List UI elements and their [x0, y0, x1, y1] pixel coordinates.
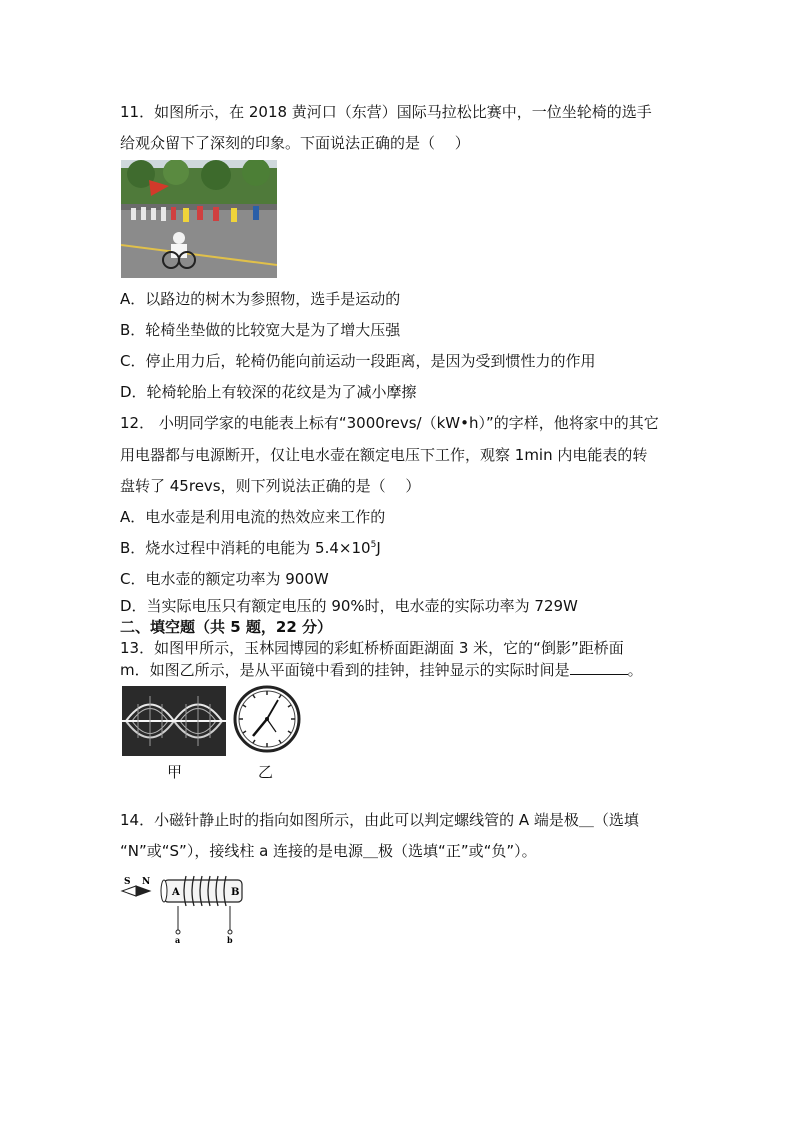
q14-line-1: 14．小磁针静止时的指向如图所示，由此可以判定螺线管的 A 端是极＿（选填: [120, 811, 639, 829]
q11-option-a: A．以路边的树木为参照物，选手是运动的: [120, 290, 401, 308]
q12-option-a: A．电水壶是利用电流的热效应来工作的: [120, 508, 386, 526]
q11-option-d: D．轮椅轮胎上有较深的花纹是为了减小摩擦: [120, 383, 417, 401]
needle-n-label: N: [142, 877, 151, 887]
q11-option-b: B．轮椅坐垫做的比较宽大是为了增大压强: [120, 321, 401, 339]
compass-needle-left: [122, 886, 136, 896]
q12-line-2: 用电器都与电源断开，仅让电水壶在额定电压下工作，观察 1min 内电能表的转: [120, 446, 648, 464]
q13-line-1: 13．如图甲所示，玉林园博园的彩虹桥桥面距湖面 3 米，它的“倒影”距桥面: [120, 639, 624, 657]
section-heading: 二、填空题（共 5 题，22 分）: [120, 618, 332, 636]
terminal-a: [176, 930, 180, 934]
q11-line-1: 11．如图所示，在 2018 黄河口（东营）国际马拉松比赛中，一位坐轮椅的选手: [120, 103, 652, 121]
figure-caption-yi: 乙: [258, 763, 274, 781]
mirror-clock: [232, 684, 302, 754]
q11-option-c: C．停止用力后，轮椅仍能向前运动一段距离，是因为受到惯性力的作用: [120, 352, 596, 370]
solenoid-diagram: [120, 872, 250, 944]
needle-s-label: S: [124, 877, 131, 887]
terminal-b-label: b: [227, 935, 233, 944]
q12-line-1: 12． 小明同学家的电能表上标有“3000revs/（kW•h）”的字样，他将家中的其它: [120, 414, 659, 432]
figure-caption-jia: 甲: [167, 763, 183, 781]
q14-line-2: “N”或“S”），接线柱 a 连接的是电源＿极（选填“正”或“负”）。: [120, 842, 537, 860]
q12-option-c: C．电水壶的额定功率为 900W: [120, 570, 329, 588]
end-b-label: B: [231, 887, 240, 898]
q13-line-2: m．如图乙所示，是从平面镜中看到的挂钟，挂钟显示的实际时间是 。: [120, 661, 643, 679]
compass-needle-right: [136, 886, 150, 896]
q11-line-2: 给观众留下了深刻的印象。下面说法正确的是（ ）: [120, 134, 470, 152]
q12-line-3: 盘转了 45revs，则下列说法正确的是（ ）: [120, 477, 421, 495]
rainbow-bridge-photo: [122, 686, 226, 756]
end-a-label: A: [172, 887, 180, 898]
terminal-b: [228, 930, 232, 934]
terminal-a-label: a: [175, 935, 181, 944]
q12-option-b: B．烧水过程中消耗的电能为 $5.4\times 10^5J$: [120, 539, 381, 557]
q12-option-d: D．当实际电压只有额定电压的 90%时，电水壶的实际功率为 729W: [120, 597, 578, 615]
marathon-photo: [121, 160, 277, 278]
